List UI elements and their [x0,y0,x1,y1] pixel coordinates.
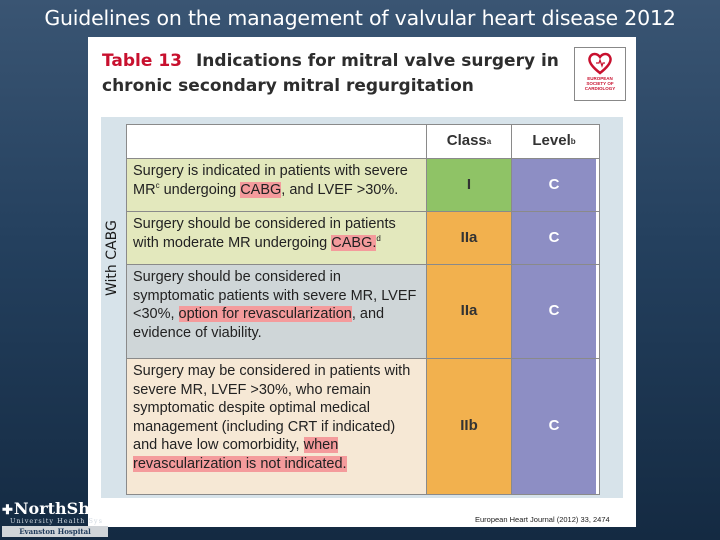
rec-text-part: Surgery may be considered in patients with severe MR, LVEF >30%, who remain symptomatic despite optimal medical management (including CRT if indicated) and have low comorbidity, [133,363,411,453]
header-class-label: Class [446,132,487,150]
table-row [127,212,599,265]
table-number: Table 13 [102,51,182,71]
journal-reference: European Heart Journal (2012) 33, 2474 [475,515,610,524]
header-desc-cell [127,125,427,158]
header-level: Level b [512,125,596,158]
table-title-text: Indications for mitral valve surgery in chronic secondary mitral regurgitation [102,51,559,96]
rec-text-part: Surgery should be considered in patients with moderate MR undergoing [133,216,396,251]
footnote-marker: d [376,233,381,243]
recommendation-text [127,212,427,264]
esc-logo [574,47,626,101]
rec-text-part: Surgery should be considered in symptomatic patients with severe MR, LVEF <30%, [133,269,417,322]
indications-table [126,124,600,495]
level-cell: C [512,159,596,211]
class-cell: IIa [427,265,512,358]
table-row [127,265,599,359]
logo-line-2: SOCIETY OF [586,81,614,86]
brand-subtitle: University Health Sys [10,517,103,525]
level-cell: C [512,265,596,358]
brand-hospital: Evanston Hospital [2,526,108,537]
rec-text-part: Surgery is indicated in patients with severe MR [133,163,408,198]
rec-text-part: undergoing [159,181,241,198]
header-level-label: Level [532,132,571,150]
table-row [127,159,599,212]
logo-line-1: EUROPEAN [587,76,613,81]
level-cell: C [512,359,596,494]
recommendation-text [127,359,427,494]
recommendation-text [127,265,427,358]
footnote-marker: c [155,180,160,190]
northshore-logo [0,497,110,540]
highlighted-text: when revascularization is not indicated. [133,437,347,472]
table-header-row [127,125,599,159]
highlighted-text: CABG. [331,234,377,251]
class-cell: IIa [427,212,512,264]
highlighted-text: option for revascularization [178,306,352,322]
highlighted-text: CABG [240,181,282,198]
slide-title: Guidelines on the management of valvular heart disease 2012 [44,6,676,30]
brand-name-text: NorthSho [13,499,101,518]
cross-icon: ✚ [2,503,13,518]
recommendation-text [127,159,427,211]
side-label-with-cabg: With CABG [104,220,120,296]
class-cell: IIb [427,359,512,494]
logo-line-3: CARDIOLOGY [584,86,616,91]
class-cell: I [427,159,512,211]
rec-text-part: , and evidence of viability. [133,306,385,341]
rec-text-part: , and LVEF >30%. [281,181,399,198]
table-row [127,359,599,494]
heart-icon [587,51,613,75]
header-class: Class a [427,125,512,158]
level-cell: C [512,212,596,264]
table-title [102,49,572,99]
brand-name [2,499,101,518]
